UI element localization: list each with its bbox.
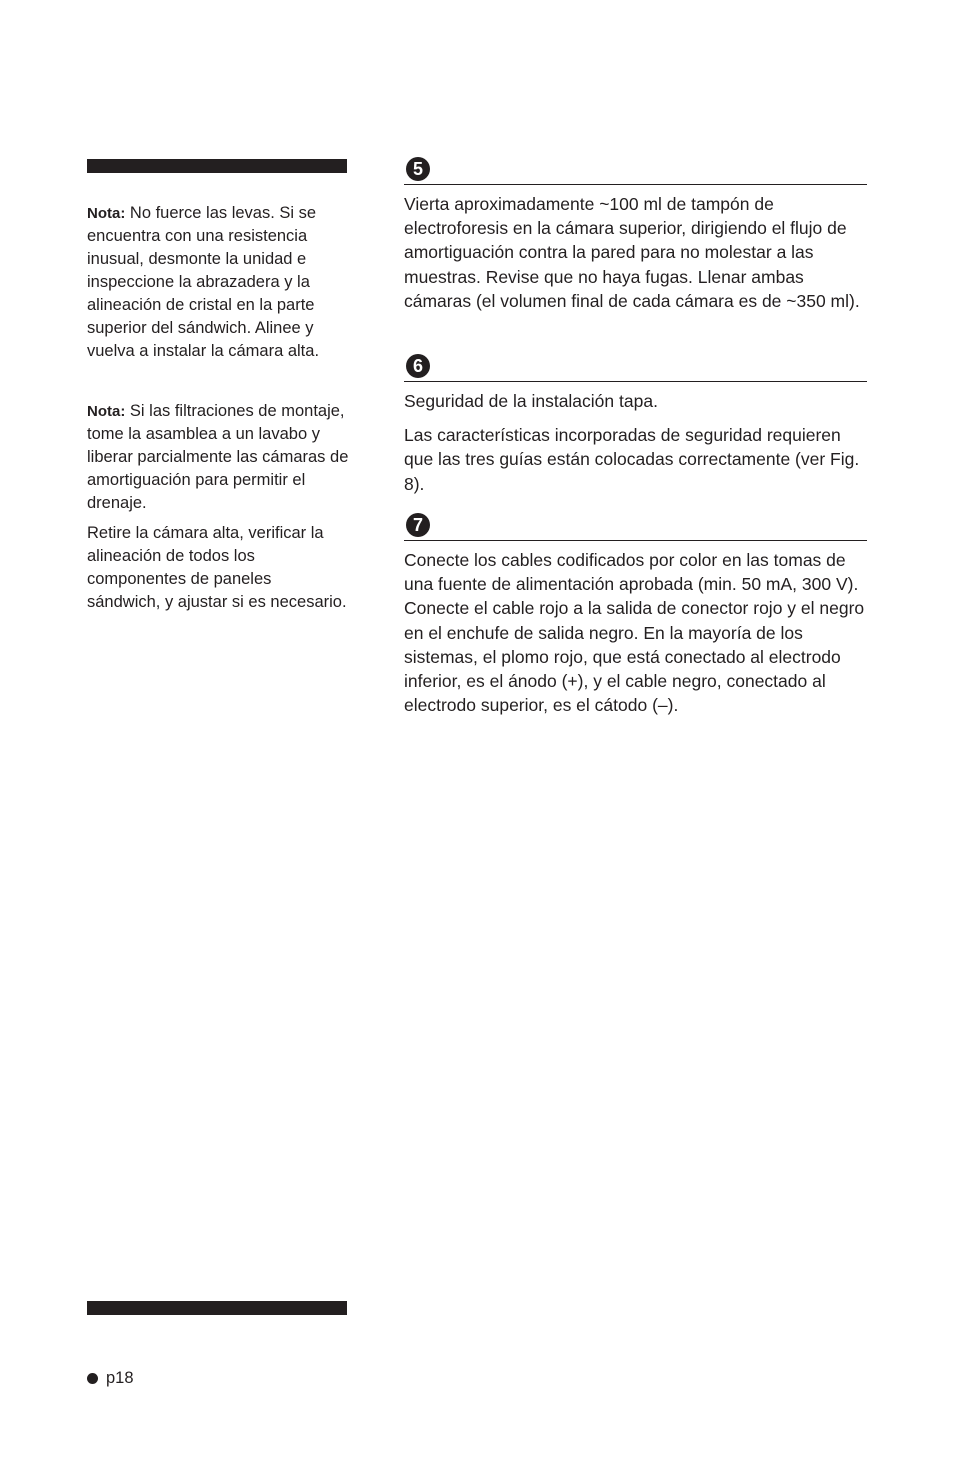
bottom-rule-bar — [87, 1301, 347, 1315]
note-paragraph — [87, 202, 349, 363]
side-instruction — [87, 522, 349, 614]
bullet-icon — [87, 1373, 98, 1384]
step-number-badge: 6 — [406, 354, 430, 378]
step-paragraph: Las características incorporadas de seguridad requieren que las tres guías están colocadas correctamente (ver Fig. 8). — [404, 425, 860, 494]
step-6 — [404, 354, 867, 506]
step-body — [404, 389, 867, 496]
step-number-badge: 5 — [406, 157, 430, 181]
page-number: p18 — [106, 1369, 134, 1387]
step-header — [404, 354, 867, 382]
step-7 — [404, 513, 867, 727]
note-leaks — [87, 400, 349, 515]
step-header — [404, 513, 867, 541]
note-text: Si las filtraciones de montaje, tome la asamblea a un lavabo y liberar parcialmente las cámaras de amortiguación para permitir el drenaje. — [87, 402, 349, 512]
step-paragraph: Vierta aproximadamente ~100 ml de tampón de electroforesis en la cámara superior, dirigiendo el flujo de amortiguación contra la pared para no molestar a las muestras. Revise que no haya fugas. Llenar ambas cámaras (el volumen final de cada cámara es de ~350 ml). — [404, 194, 860, 311]
note-no-force-cams — [87, 202, 349, 363]
step-paragraph: Seguridad de la instalación tapa. — [404, 391, 658, 411]
step-header — [404, 157, 867, 185]
note-label: Nota: — [87, 205, 126, 222]
step-paragraph: Conecte los cables codificados por color en las tomas de una fuente de alimentación aprobada (min. 50 mA, 300 V). Conecte el cable rojo a la salida de conector rojo y el negro en el enchufe de salida negro. En la mayoría de los sistemas, el plomo rojo, que está conectado al electrodo inferior, es el ánodo (+), y el cable negro, conectado al electrodo superior, es el cátodo (–). — [404, 550, 865, 716]
note-paragraph — [87, 400, 349, 515]
step-number-badge: 7 — [406, 513, 430, 537]
page-footer — [87, 1368, 134, 1388]
top-rule-bar — [87, 159, 347, 173]
step-5 — [404, 157, 867, 323]
note-label: Nota: — [87, 403, 126, 420]
note-text: No fuerce las levas. Si se encuentra con una resistencia inusual, desmonte la unidad e inspeccione la abrazadera y la alineación de cristal en la parte superior del sándwich. Alinee y vuelva a instalar la cámara alta. — [87, 204, 320, 360]
side-instruction-text: Retire la cámara alta, verificar la alineación de todos los componentes de paneles sándwich, y ajustar si es necesario. — [87, 524, 347, 611]
step-body — [404, 192, 867, 313]
step-body — [404, 548, 867, 717]
